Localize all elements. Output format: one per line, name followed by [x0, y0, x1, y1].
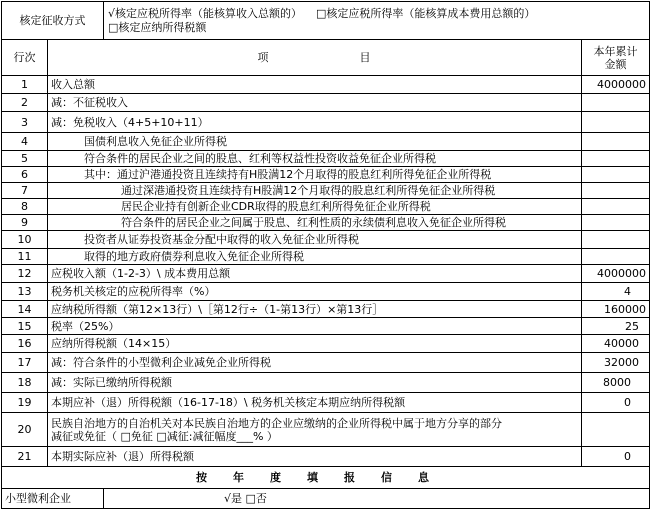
- row-seq: 7: [2, 183, 48, 199]
- row-amount[interactable]: 25: [582, 318, 650, 335]
- table-row: [2, 373, 650, 393]
- row-item: 符合条件的居民企业之间的股息、红利等权益性投资收益免征企业所得税: [48, 151, 582, 167]
- row-seq: 8: [2, 199, 48, 215]
- row20-line1: 民族自治地方的自治机关对本民族自治地方的企业应缴纳的企业所得税中属于地方分享的部分: [51, 416, 502, 430]
- method-options: [104, 2, 650, 40]
- row-seq: 2: [2, 94, 48, 112]
- row-amount[interactable]: 8000: [582, 373, 650, 393]
- row-item: 取得的地方政府债券利息收入免征企业所得税: [48, 249, 582, 265]
- row-seq: 21: [2, 447, 48, 467]
- row-item: 通过深港通投资且连续持有H股满12个月取得的股息红利所得免征企业所得税: [48, 183, 582, 199]
- row-item: 投资者从证券投资基金分配中取得的收入免征企业所得税: [48, 231, 582, 249]
- row-amount[interactable]: [582, 199, 650, 215]
- row-item: 减：不征税收入: [48, 94, 582, 112]
- row-item: 本期应补（退）所得税额（16-17-18）\ 税务机关核定本期应纳所得税额: [48, 393, 582, 413]
- row-item: 符合条件的居民企业之间属于股息、红利性质的永续债利息收入免征企业所得税: [48, 215, 582, 231]
- row-seq: 20: [2, 413, 48, 447]
- row20-line2[interactable]: 减征或免征（ □免征 □减征:减征幅度___% ）: [51, 429, 278, 443]
- row-amount[interactable]: 160000: [582, 301, 650, 318]
- small-micro-label: 小型微利企业: [2, 489, 104, 509]
- table-row: [2, 249, 650, 265]
- table-row: [2, 393, 650, 413]
- row-amount[interactable]: 4: [582, 283, 650, 301]
- row-amount[interactable]: [582, 249, 650, 265]
- table-row: [2, 183, 650, 199]
- row-item: 国债利息收入免征企业所得税: [48, 133, 582, 151]
- table-row: [2, 447, 650, 467]
- row-item: 减：符合条件的小型微利企业减免企业所得税: [48, 353, 582, 373]
- row-seq: 13: [2, 283, 48, 301]
- column-header-row: [2, 40, 650, 76]
- table-row: [2, 76, 650, 94]
- table-row: [2, 353, 650, 373]
- table-row: [2, 94, 650, 112]
- row-seq: 6: [2, 167, 48, 183]
- method-label: 核定征收方式: [2, 2, 104, 40]
- row-seq: 12: [2, 265, 48, 283]
- section-row: [2, 467, 650, 489]
- row-seq: 16: [2, 335, 48, 353]
- section-title: 按年度填报信息: [2, 467, 650, 489]
- row-amount[interactable]: 40000: [582, 335, 650, 353]
- row-item: 应纳所得税额（14×15）: [48, 335, 582, 353]
- row-seq: 14: [2, 301, 48, 318]
- table-row: [2, 151, 650, 167]
- row-amount[interactable]: [582, 183, 650, 199]
- row-amount[interactable]: [582, 133, 650, 151]
- table-row: [2, 283, 650, 301]
- row-amount[interactable]: 4000000: [582, 76, 650, 94]
- row-amount[interactable]: [582, 94, 650, 112]
- method-row: [2, 2, 650, 40]
- table-row: [2, 265, 650, 283]
- row-seq: 4: [2, 133, 48, 151]
- row-amount[interactable]: 0: [582, 447, 650, 467]
- small-micro-row: [2, 489, 650, 509]
- table-row: [2, 301, 650, 318]
- row-seq: 19: [2, 393, 48, 413]
- row-seq: 3: [2, 112, 48, 133]
- table-row-20: [2, 413, 650, 447]
- table-row: [2, 167, 650, 183]
- row-seq: 10: [2, 231, 48, 249]
- row-amount[interactable]: 4000000: [582, 265, 650, 283]
- item-header: 项 目: [48, 40, 582, 76]
- amount-header: [582, 40, 650, 76]
- row-item: 收入总额: [48, 76, 582, 94]
- table-row: [2, 215, 650, 231]
- tax-table: [1, 1, 650, 509]
- row-amount[interactable]: [582, 413, 650, 447]
- row-seq: 17: [2, 353, 48, 373]
- row-item: 税务机关核定的应税所得率（%）: [48, 283, 582, 301]
- tax-form: [1, 1, 649, 509]
- table-row: [2, 112, 650, 133]
- row-seq: 1: [2, 76, 48, 94]
- table-row: [2, 318, 650, 335]
- method-option-rate-income[interactable]: √核定应税所得率（能核算收入总额的）: [108, 6, 303, 20]
- row-seq: 5: [2, 151, 48, 167]
- row-seq: 9: [2, 215, 48, 231]
- row-item-20: [48, 413, 582, 447]
- row-item: 其中：通过沪港通投资且连续持有H股满12个月取得的股息红利所得免征企业所得税: [48, 167, 582, 183]
- row-amount[interactable]: 32000: [582, 353, 650, 373]
- row-amount[interactable]: 0: [582, 393, 650, 413]
- row-seq: 18: [2, 373, 48, 393]
- row-item: 减：免税收入（4+5+10+11）: [48, 112, 582, 133]
- row-item: 应纳税所得额（第12×13行）\［第12行÷（1-第13行）×第13行］: [48, 301, 582, 318]
- amount-header-line1: 本年累计: [593, 44, 638, 58]
- row-seq: 15: [2, 318, 48, 335]
- table-row: [2, 133, 650, 151]
- table-row: [2, 231, 650, 249]
- row-item: 居民企业持有创新企业CDR取得的股息红利所得免征企业所得税: [48, 199, 582, 215]
- row-item: 减：实际已缴纳所得税额: [48, 373, 582, 393]
- row-item: 应税收入额（1-2-3）\ 成本费用总额: [48, 265, 582, 283]
- row-amount[interactable]: [582, 167, 650, 183]
- row-seq: 11: [2, 249, 48, 265]
- seq-header: 行次: [2, 40, 48, 76]
- table-row: [2, 335, 650, 353]
- table-row: [2, 199, 650, 215]
- row-amount[interactable]: [582, 151, 650, 167]
- row-amount[interactable]: [582, 112, 650, 133]
- amount-header-line2: 金额: [604, 57, 627, 71]
- row-item: 税率（25%）: [48, 318, 582, 335]
- row-amount[interactable]: [582, 215, 650, 231]
- row-amount[interactable]: [582, 231, 650, 249]
- method-option-fixed-tax[interactable]: □核定应纳所得税额: [108, 20, 207, 34]
- method-option-rate-cost[interactable]: □核定应税所得率（能核算成本费用总额的）: [316, 6, 536, 20]
- small-micro-choice[interactable]: √是 □否: [104, 489, 650, 509]
- row-item: 本期实际应补（退）所得税额: [48, 447, 582, 467]
